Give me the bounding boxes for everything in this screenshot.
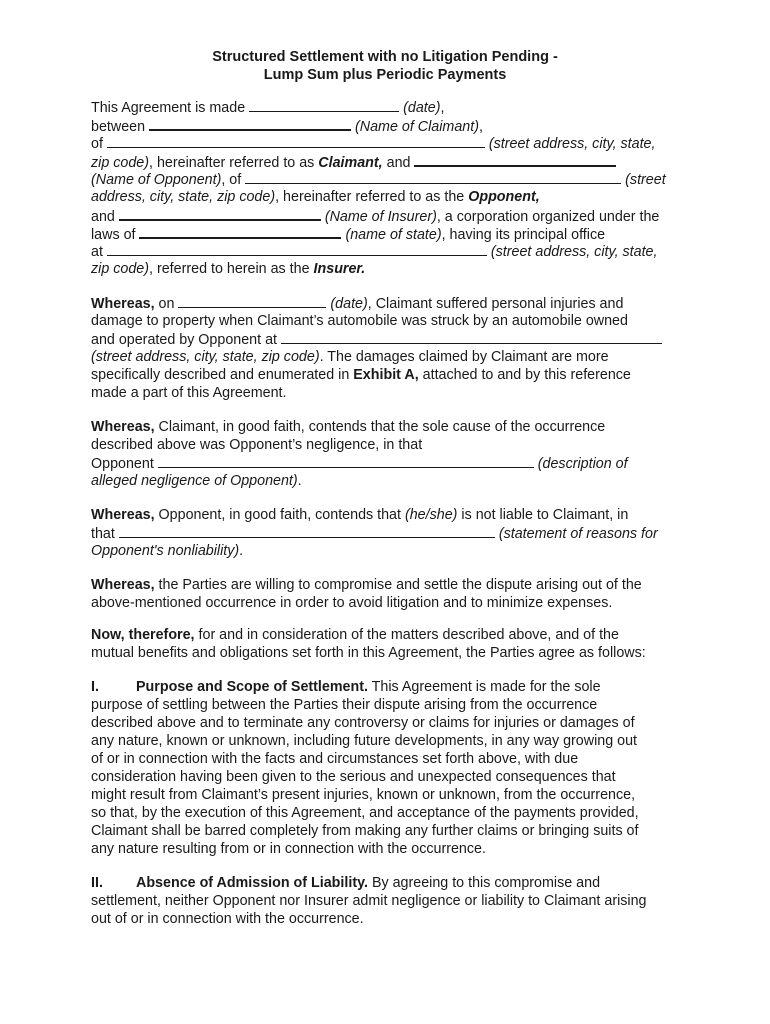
occurrence-date-blank[interactable] xyxy=(178,294,326,308)
whereas-paragraph-3: Whereas, Opponent, in good faith, contends that (he/she) is not liable to Claimant, in that (statement of reasons for Opponent's nonliability). xyxy=(91,507,658,559)
section-2-absence-of-liability: II. Absence of Admission of Liability. By agreeing to this compromise and settlement, neither Opponent nor Insurer admit negligence or liability to Claimant arising out of or in connection with the occurrence. xyxy=(91,875,647,927)
insurer-term: Insurer. xyxy=(313,261,366,277)
claimant-name-blank[interactable] xyxy=(149,116,351,131)
nonliability-statement-blank[interactable] xyxy=(119,524,495,538)
whereas-paragraph-1: Whereas, on (date), Claimant suffered personal injuries and damage to property when Claimant’s automobile was struck by an automobile owned and operated by Opponent at (street address, city, state, zip code). The damages claimed by Claimant are more specifically described and enumerated in Exhibit A, attached to and by this reference made a part of this Agreement. xyxy=(91,294,691,402)
opponent-address-blank[interactable] xyxy=(245,170,621,184)
whereas-paragraph-4: Whereas, the Parties are willing to compromise and settle the dispute arising out of the above-mentioned occurrence in order to avoid litigation and to minimize expenses. xyxy=(91,577,642,611)
opponent-term: Opponent, xyxy=(468,189,540,205)
exhibit-reference: Exhibit A, xyxy=(353,367,419,383)
section-heading: Purpose and Scope of Settlement. xyxy=(136,679,368,695)
claimant-address-blank[interactable] xyxy=(107,134,485,148)
document-body xyxy=(91,98,691,928)
section-heading: Absence of Admission of Liability. xyxy=(136,875,368,891)
whereas-paragraph-2: Whereas, Claimant, in good faith, contends that the sole cause of the occurrence described above was Opponent’s negligence, in that Opponent (description of alleged negligence of Opponent). xyxy=(91,419,628,489)
title-line-1: Structured Settlement with no Litigation Pending - xyxy=(212,49,558,65)
date-blank[interactable] xyxy=(249,98,399,112)
document-title xyxy=(0,48,770,84)
claimant-term: Claimant, xyxy=(318,155,383,171)
section-number: II. xyxy=(91,875,103,891)
title-line-2: Lump Sum plus Periodic Payments xyxy=(263,67,507,83)
insurer-address-blank[interactable] xyxy=(107,242,487,256)
occurrence-address-blank[interactable] xyxy=(281,330,662,344)
opponent-name-blank[interactable] xyxy=(414,152,616,167)
section-number: I. xyxy=(91,679,99,695)
intro-paragraph: This Agreement is made (date), between (Name of Claimant), of (street address, city, state, zip code), hereinafter referred to as Claimant, and (Name of Opponent), of (street address, city, state, zip code), hereinafter referred to as the Opponent, and (Name of Insurer), a corporation organized under the laws of (name of state), having its principal office at (street address, city, state, zip code), referred to herein as the Insurer. xyxy=(91,100,666,277)
state-name-blank[interactable] xyxy=(139,224,341,239)
insurer-name-blank[interactable] xyxy=(119,206,321,221)
now-therefore-paragraph: Now, therefore, for and in consideration of the matters described above, and of the mutual benefits and obligations set forth in this Agreement, the Parties agree as follows: xyxy=(91,627,646,661)
section-1-purpose-and-scope: I. Purpose and Scope of Settlement. This Agreement is made for the sole purpose of settling between the Parties their dispute arising from the occurrence described above and to terminate any controversy or claims for injuries or damages of any nature, known or unknown, including future developments, in any way growing out of or in connection with the facts and circumstances set forth above, with due consideration having been given to the serious and unexpected consequences that might result from Claimant’s present injuries, known or unknown, from the occurrence, so that, by the execution of this Agreement, and acceptance of the payments provided, Claimant shall be barred completely from making any further claims or bringing suits of any nature resulting from or in connection with the occurrence. xyxy=(91,679,639,857)
negligence-description-blank[interactable] xyxy=(158,454,534,468)
